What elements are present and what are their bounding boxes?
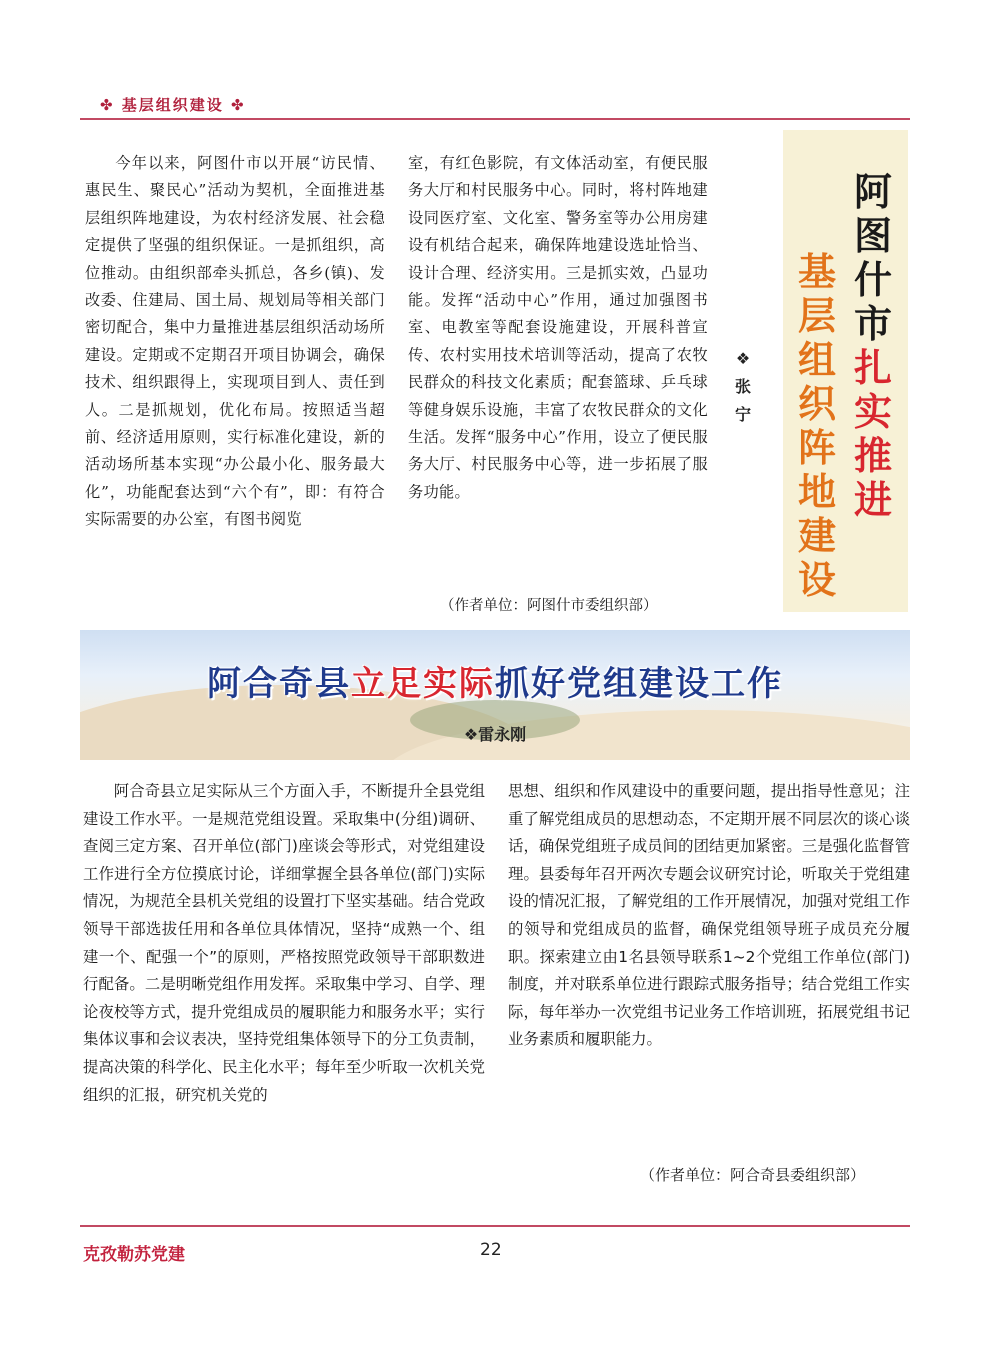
article1-title-highlight: 扎实推进 (853, 346, 892, 522)
header-rule (80, 118, 910, 120)
article2-credit: （作者单位：阿合奇县委组织部） (640, 1166, 866, 1184)
article2-title-highlight: 立足实际 (351, 664, 495, 704)
page-number: 22 (480, 1240, 502, 1260)
article2-column2: 思想、组织和作风建设中的重要问题，提出指导性意见；注重了解党组成员的思想动态，不定期开展不同层次的谈心谈话，确保党组班子成员间的团结更加紧密。三是强化监督管理。县委每年召开两次专题会议研究讨论，听取关于党组建设的情况汇报，了解党组的工作开展情况，加强对党组工作的领导和党组成员的监督，确保党组领导班子成员充分履职。探索建立由1名县领导联系1~2个党组工作单位(部门)制度，并对联系单位进行跟踪式服务指导；结合党组工作实际，每年举办一次党组书记业务工作培训班，拓展党组书记业务素质和履职能力。 (508, 782, 910, 1049)
article1-title-line1 (843, 170, 903, 522)
article1-title-box (783, 130, 908, 612)
article2-title-pre: 阿合奇县 (207, 664, 351, 704)
article1-column1: 今年以来，阿图什市以开展“访民情、惠民生、聚民心”活动为契机，全面推进基层组织阵地建设，为农村经济发展、社会稳定提供了坚强的组织保证。一是抓组织，高位推动。由组织部牵头抓总，各乡(镇)、发改委、住建局、国土局、规划局等相关部门密切配合，集中力量推进基层组织活动场所建设。定期或不定期召开项目协调会，确保技术、组织跟得上，实现项目到人、责任到人。二是抓规划，优化布局。按照适当超前、经济适用原则，实行标准化建设，新的活动场所基本实现“办公最小化、服务最大化”，功能配套达到“六个有”，即：有符合实际需要的办公室，有图书阅览 (85, 154, 385, 529)
footer-brand-logo: 克孜勒苏党建 (83, 1245, 185, 1265)
article2-banner (80, 630, 910, 760)
article2-author: ❖雷永刚 (463, 725, 527, 744)
section-header: ✤ 基层组织建设 ✤ (100, 96, 246, 114)
article1-column2: 室，有红色影院，有文体活动室，有便民服务大厅和村民服务中心。同时，将村阵地建设同医疗室、文化室、警务室等办公用房建设有机结合起来，确保阵地建设选址恰当、设计合理、经济实用。三是抓实效，凸显功能。发挥“活动中心”作用，通过加强图书室、电教室等配套设施建设，开展科普宣传、农村实用技术培训等活动，提高了农牧民群众的科技文化素质；配套篮球、乒乓球等健身娱乐设施，丰富了农牧民群众的文化生活。发挥“服务中心”作用，设立了便民服务大厅、村民服务中心等，进一步拓展了服务功能。 (408, 154, 708, 501)
article1-credit: （作者单位：阿图什市委组织部） (440, 598, 658, 614)
article1-author: ❖张宁 (734, 349, 751, 424)
footer-rule (80, 1225, 910, 1227)
article2-column1: 阿合奇县立足实际从三个方面入手，不断提升全县党组建设工作水平。一是规范党组设置。采取集中(分组)调研、查阅三定方案、召开单位(部门)座谈会等形式，对党组建设工作进行全方位摸底讨论，详细掌握全县各单位(部门)实际情况，为规范全县机关党组的设置打下坚实基础。结合党政领导干部选拔任用和各单位具体情况，坚持“成熟一个、组建一个、配强一个”的原则，严格按照党政领导干部职数进行配备。二是明晰党组作用发挥。采取集中学习、自学、理论夜校等方式，提升党组成员的履职能力和服务水平；实行集体议事和会议表决，坚持党组集体领导下的分工负责制，提高决策的科学化、民主化水平；每年至少听取一次机关党组织的汇报，研究机关党的 (83, 782, 485, 1104)
article1-title-part1: 阿图什市 (853, 170, 892, 346)
article2-title-post: 抓好党组建设工作 (495, 664, 783, 704)
article1-title-line2: 基层组织阵地建设 (797, 250, 836, 602)
article2-title (80, 656, 910, 705)
